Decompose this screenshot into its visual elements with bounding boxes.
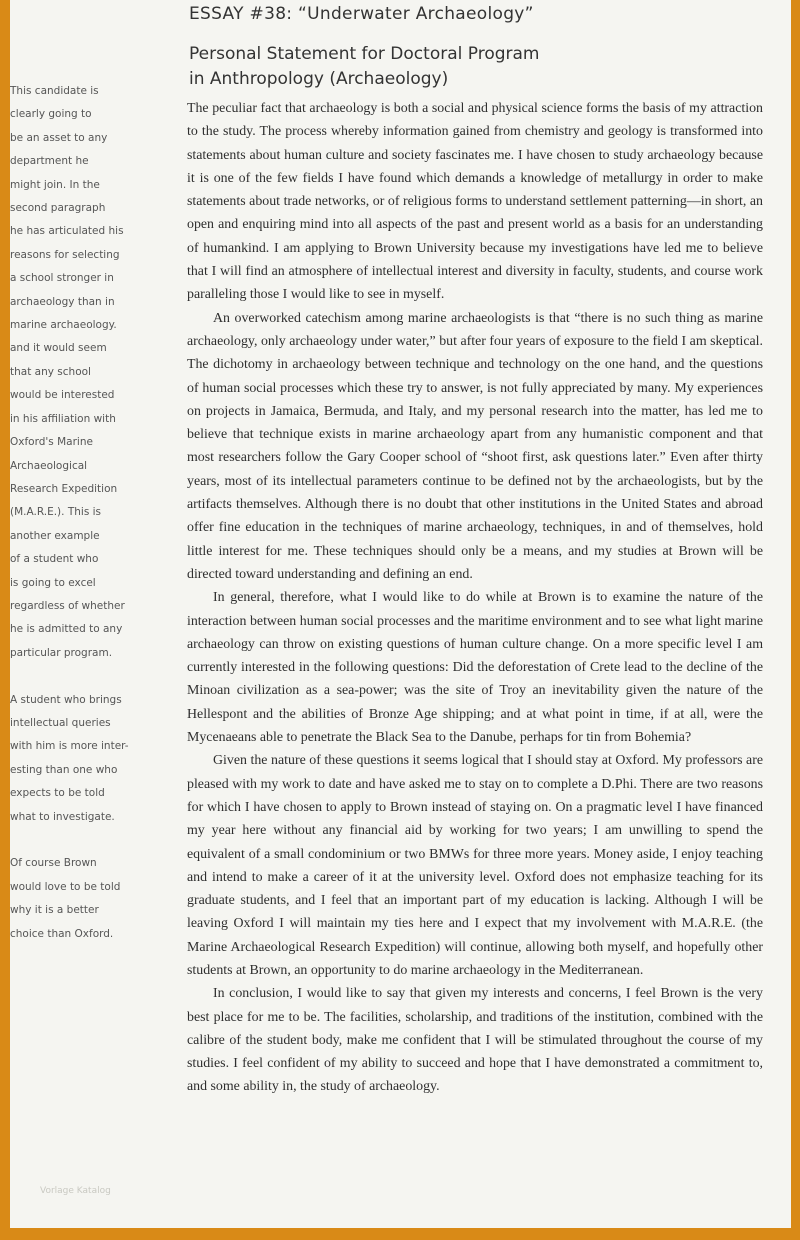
statement-title-line-1: Personal Statement for Doctoral Program: [189, 44, 540, 64]
essay-paragraph-4: Given the nature of these questions it seems logical that I should stay at Oxford. My professors are pleased with my work to date and have asked me to stay on to complete a D.Phi. There are two reasons for which I have chosen to apply to Brown instead of staying on. On a pragmatic level I have financed my year here without any financial aid by working for two years; I am unwilling to spend the equivalent of a small condominium or two BMWs for three more years. Money aside, I enjoy teaching and intend to make a career of it at the university level. Oxford does not emphasize teaching for its graduate students, and I feel that an important part of my education is lacking. Although I will be leaving Oxford I will maintain my ties here and I expect that my involvement with M.A.R.E. (the Marine Archaeological Research Expedition) will continue, allowing both myself, and hopefully other students at Brown, an opportunity to do marine archaeology in the Mediterranean.: [187, 753, 763, 978]
statement-title-line-2: in Anthropology (Archaeology): [189, 69, 449, 89]
essay-paragraph-5: In conclusion, I would like to say that given my interests and concerns, I feel Brown is the very best place for me to be. The facilities, scholarship, and traditions of the institution, combined with the calibre of the student body, make me confident that I will be stimulated throughout the course of my studies. I feel confident of my ability to succeed and hope that I have demonstrated a commitment to, and some ability in, the study of archaeology.: [187, 986, 763, 1095]
essay-paragraph-1: The peculiar fact that archaeology is both a social and physical science forms the basis of my attraction to the study. The process whereby information gained from chemistry and geology is transformed into statements about human culture and society fascinates me. I have chosen to study archaeology because it is one of the few fields I have found which demands a knowledge of metallurgy in order to make statements about trade networks, or of religious forms to understand settlement patterning—in short, an open and enquiring mind into all aspects of the past and present world as a basis for an understanding of humankind. I am applying to Brown University because my investigations have led me to believe that I will find an atmosphere of intellectual interest and diversity in faculty, students, and course work paralleling those I would like to see in myself.: [187, 101, 763, 303]
essay-paragraph-2: An overworked catechism among marine archaeologists is that “there is no such thing as marine archaeology, only archaeology under water,” but after four years of exposure to the field I am skeptical. The dichotomy in archaeology between technique and technology on the one hand, and the questions of human social processes which these try to answer, is not fully appreciated by many. My experiences on projects in Jamaica, Bermuda, and Italy, and my personal research into the matter, has led me to believe that technique exists in marine archaeology apart from any humanistic component and that most researchers follow the Gary Cooper school of “shoot first, ask questions later.” Even after thirty years, most of its intellectual parameters continue to be defined not by the archaeologists, but by the artifacts themselves. Although there is no doubt that other institutions in the United States and abroad offer fine education in the techniques of marine archaeology, techniques, in and of themselves, hold little interest for me. These techniques should only be a means, and my studies at Brown will be directed toward understanding and defining an end.: [187, 310, 763, 582]
essay-paragraph-3: In general, therefore, what I would like to do while at Brown is to examine the nature of the interaction between human social processes and the maritime environment and to see what light marine archaeology can throw on existing questions of human culture change. On a more specific level I am currently interested in the following questions: Did the deforestation of Crete lead to the decline of the Minoan civilization as a sea-power; was the site of Troy an inevitability given the nature of the Hellespont and the abilities of Bronze Age shipping; and at what point in time, if at all, were the Mycenaeans able to penetrate the Black Sea to the Danube, perhaps for tin from Bohemia?: [187, 590, 763, 746]
statement-title: [189, 42, 749, 92]
margin-commentary: [10, 80, 150, 969]
margin-note-2: A student who brings intellectual queries with him is more inter- esting than one who expects to be told what to investigate.: [10, 693, 129, 823]
essay-number-heading: ESSAY #38: “Underwater Archaeology”: [189, 4, 534, 24]
margin-note-1: This candidate is clearly going to be an asset to any department he might join. In the second paragraph he has articulated his reasons for selecting a school stronger in archaeology than in marine archaeology. and it would seem that any school would be interested in his affiliation with Oxford's Marine Archaeological Research Expedition (M.A.R.E.). This is another example of a student who is going to excel regardless of whether he is admitted to any particular program.: [10, 85, 125, 659]
document-page: [10, 0, 791, 1228]
essay-body: [187, 97, 763, 1099]
watermark-text: Vorlage Katalog: [40, 1186, 111, 1196]
margin-note-3: Of course Brown would love to be told why it is a better choice than Oxford.: [10, 857, 121, 940]
